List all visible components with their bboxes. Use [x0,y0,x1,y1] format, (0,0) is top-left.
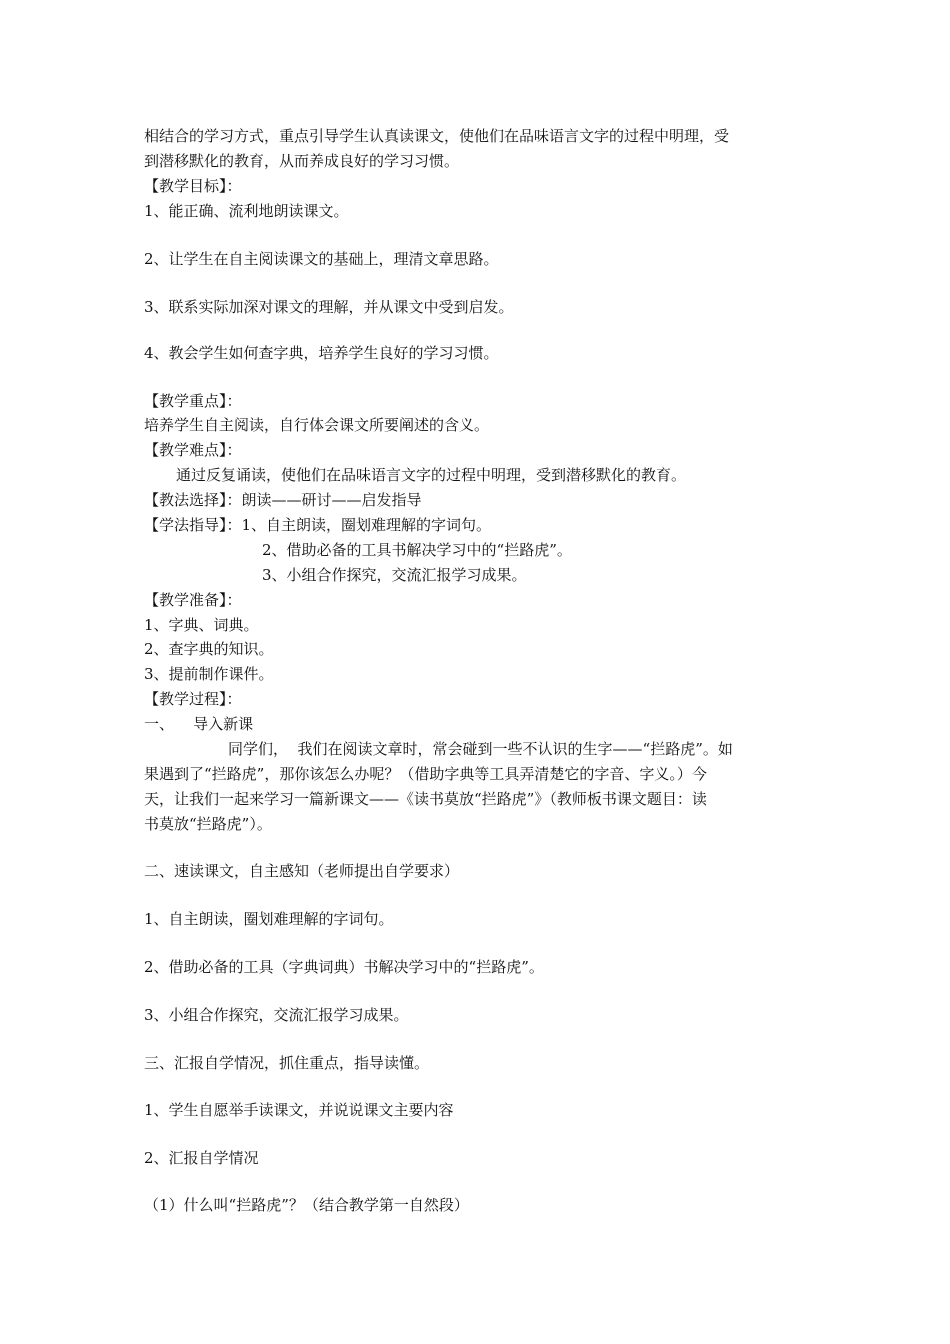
text-line: 果遇到了“拦路虎”，那你该怎么办呢？（借助字典等工具弄清楚它的字音、字义。）今 [144,765,707,783]
list-item: 1、学生自愿举手读课文，并说说课文主要内容 [144,1101,454,1119]
text-line: 相结合的学习方式，重点引导学生认真读课文，使他们在品味语言文字的过程中明理，受 [144,127,730,145]
process-step-heading: 二、速读课文，自主感知（老师提出自学要求） [144,862,460,880]
goal-item: 4、教会学生如何查字典，培养学生良好的学习习惯。 [144,344,499,362]
study-guide-item: 3、小组合作探究，交流汇报学习成果。 [262,566,527,584]
goal-item: 1、能正确、流利地朗读课文。 [144,202,349,220]
goal-item: 3、联系实际加深对课文的理解，并从课文中受到启发。 [144,298,514,316]
section-heading-preparation: 【教学准备】： [144,591,242,609]
preparation-item: 3、提前制作课件。 [144,665,274,683]
study-guide-item: 2、借助必备的工具书解决学习中的“拦路虎”。 [262,541,572,559]
list-item: 3、小组合作探究，交流汇报学习成果。 [144,1006,409,1024]
list-item: （1）什么叫“拦路虎”？（结合教学第一自然段） [144,1196,469,1214]
preparation-item: 2、查字典的知识。 [144,640,274,658]
list-item: 2、汇报自学情况 [144,1149,259,1167]
process-step-heading: 一、 导入新课 [144,715,254,733]
section-heading-process: 【教学过程】： [144,690,242,708]
section-heading-study-guide: 【学法指导】：1、自主朗读，圈划难理解的字词句。 [144,516,492,534]
section-heading-method: 【教法选择】：朗读——研讨——启发指导 [144,491,422,509]
text-line: 书莫放“拦路虎”）。 [144,815,272,833]
section-heading-key-points: 【教学重点】： [144,392,242,410]
list-item: 2、借助必备的工具（字典词典）书解决学习中的“拦路虎”。 [144,958,544,976]
process-step-heading: 三、汇报自学情况，抓住重点，指导读懂。 [144,1054,430,1072]
text-line: 同学们， 我们在阅读文章时，常会碰到一些不认识的生字——“拦路虎”。如 [228,740,733,758]
text-line: 通过反复诵读，使他们在品味语言文字的过程中明理，受到潜移默化的教育。 [176,466,687,484]
goal-item: 2、让学生在自主阅读课文的基础上，理清文章思路。 [144,250,499,268]
text-line: 到潜移默化的教育，从而养成良好的学习习惯。 [144,152,460,170]
list-item: 1、自主朗读，圈划难理解的字词句。 [144,910,394,928]
text-line: 天，让我们一起来学习一篇新课文——《读书莫放“拦路虎”》（教师板书课文题目：读 [144,790,707,808]
section-heading-difficulties: 【教学难点】： [144,441,242,459]
preparation-item: 1、字典、词典。 [144,616,259,634]
text-line: 培养学生自主阅读，自行体会课文所要阐述的含义。 [144,416,490,434]
section-heading-goals: 【教学目标】： [144,177,242,195]
